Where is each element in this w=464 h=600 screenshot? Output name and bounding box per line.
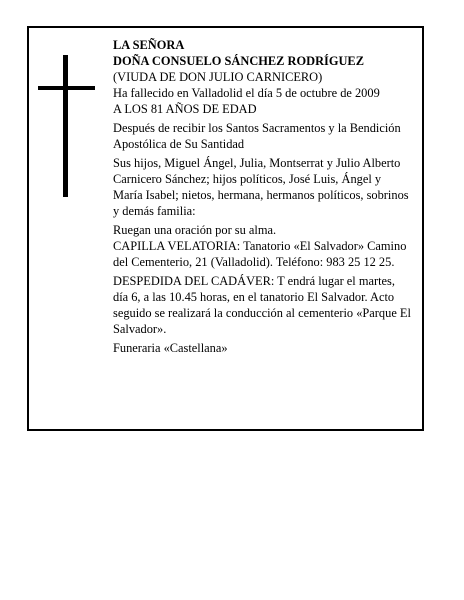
obituary-text xyxy=(113,37,413,356)
chapel-paragraph: CAPILLA VELATORIA: Tanatorio «El Salvador» Camino del Cementerio, 21 (Valladolid). Teléfono: 983 25 12 25. xyxy=(113,239,407,269)
cross-vertical-bar xyxy=(63,55,68,197)
farewell-paragraph: DESPEDIDA DEL CADÁVER: T endrá lugar el martes, día 6, a las 10.45 horas, en el tanatorio El Salvador. Acto seguido se realizará la conducción al cementerio «Parque El Salvador». xyxy=(113,274,411,336)
widow-of-line: (VIUDA DE DON JULIO CARNICERO) xyxy=(113,70,323,84)
cross-icon xyxy=(38,55,95,197)
notice-title: LA SEÑORA xyxy=(113,38,185,52)
family-paragraph: Sus hijos, Miguel Ángel, Julia, Montserrat y Julio Alberto Carnicero Sánchez; hijos políticos, José Luis, Ángel y María Isabel; nietos, hermana, hermanos políticos, sobrinos y demás familia: xyxy=(113,156,409,218)
sacraments-paragraph: Después de recibir los Santos Sacramentos y la Bendición Apostólica de Su Santidad xyxy=(113,121,401,151)
cross-horizontal-bar xyxy=(38,86,95,90)
deceased-name: DOÑA CONSUELO SÁNCHEZ RODRÍGUEZ xyxy=(113,54,364,68)
age-line: A LOS 81 AÑOS DE EDAD xyxy=(113,102,257,116)
funeral-home-line: Funeraria «Castellana» xyxy=(113,341,228,355)
death-line: Ha fallecido en Valladolid el día 5 de octubre de 2009 xyxy=(113,86,380,100)
prayer-line: Ruegan una oración por su alma. xyxy=(113,223,277,237)
